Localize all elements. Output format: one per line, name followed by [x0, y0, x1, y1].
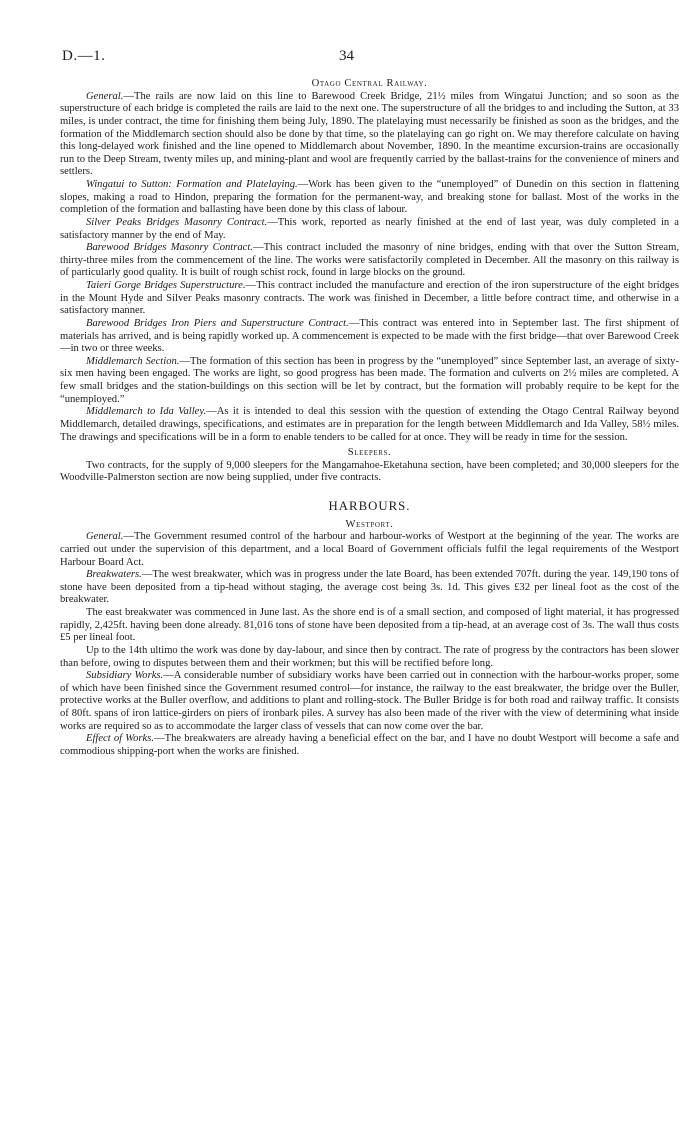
section-heading-westport: Westport.	[345, 518, 394, 530]
paragraph-lead: Barewood Bridges Masonry Contract.	[86, 242, 253, 254]
section-heading-sleepers: Sleepers.	[347, 447, 392, 459]
paragraph-lead: General.	[86, 90, 124, 102]
paragraph-lead: Effect of Works.	[86, 733, 155, 745]
paragraph-text: —The rails are now laid on this line to Barewood Creek Bridge, 21½ miles from Wingatui Junction; and so soon as the superstructure of each bridge is completed the rails are laid to the next one. The superstructure of all the bridges to and including the Sutton, at 33 miles, is under contract, the time for finishing them being July, 1890. The platelaying must necessarily be finished as soon as the bridges, and the formation of the Middlemarch section should also be done by that time, so the platelaying can go right on. We may therefore calculate on having this long-delayed work finished and the line opened to Middlemarch about November, 1890. In the meantime excursion-trains are occasionally run to the Deep Stream, twenty miles up, and mining-plant and wool are frequently carried by the ballast-trains for the convenience of miners and settlers.	[60, 90, 679, 178]
paragraph	[60, 217, 679, 242]
paragraph	[60, 645, 679, 670]
page-number: 34	[339, 48, 354, 64]
paragraph-lead: Barewood Bridges Iron Piers and Superstructure Contract.	[86, 317, 349, 329]
paragraph-text: —The breakwaters are already having a beneficial effect on the bar, and I have no doubt Westport will become a safe and commodious shipping-port when the works are finished.	[60, 733, 679, 757]
paragraph	[60, 569, 679, 607]
paragraph	[60, 318, 679, 356]
paragraph-lead: Wingatui to Sutton: Formation and Platelaying.	[86, 179, 298, 190]
section-heading-otago-central-railway: Otago Central Railway.	[311, 78, 428, 89]
paragraph-lead: Middlemarch to Ida Valley.	[86, 406, 207, 418]
paragraph-text: The east breakwater was commenced in June last. As the shore end is of a small section, and composed of light material, it has progressed rapidly, 2,425ft. having been done already. 81,016 tons of stone have been deposited from a tip-head, at an average cost of 3s. The wall thus costs £5 per lineal foot.	[60, 607, 679, 644]
paragraph	[60, 607, 679, 645]
paragraph-text: —The west breakwater, which was in progress under the late Board, has been extended 707ft. during the year. 149,190 tons of stone have been deposited from a tip-head without staging, the average cost being 3s. 1d. This gives £32 per lineal foot as the cost of the breakwater.	[60, 569, 679, 606]
paragraph-text: Up to the 14th ultimo the work was done by day-labour, and since then by contract. The rate of progress by the contractors has been slower than before, owing to disputes between them and their workmen; but this will be rectified before long.	[60, 644, 679, 669]
paragraph-lead: Silver Peaks Bridges Masonry Contract.	[86, 216, 268, 228]
paragraph-text: Two contracts, for the supply of 9,000 sleepers for the Mangamahoe-Eketahuna section, have been completed; and 30,000 sleepers for the Woodville-Palmerston section are now being supplied, under five contracts.	[60, 459, 679, 484]
paragraph-lead: Taieri Gorge Bridges Superstructure.	[86, 280, 246, 291]
paragraph	[60, 531, 679, 569]
paragraph-text: —Work has been given to the “unemployed” of Dunedin on this section in flattening slopes, making a road to Hindon, preparing the formation for the permanent-way, and breaking stone for ballast. Most of the works in the completion of the formation and ballasting have been done by this class of labour.	[60, 179, 679, 216]
paragraph	[60, 280, 679, 318]
paragraph	[60, 733, 679, 758]
paragraph	[60, 406, 679, 444]
paragraph-text: —The formation of this section has been in progress by the “unemployed” since September last, an average of sixty-six men having been engaged. The works are light, so good progress has been made. The formation and culverts on 2½ miles are completed. A few small bridges and the station-buildings on this section will be let by contract, but the formation will probably require to be kept for the “unemployed.”	[60, 355, 679, 405]
paragraph	[60, 91, 679, 179]
paragraph-text: —The Government resumed control of the harbour and harbour-works of Westport at the beginning of the year. The works are carried out under the supervision of this department, and a local Board of Government officials fulfil the legal requirements of the Westport Harbour Board Act.	[60, 531, 679, 568]
paragraph	[60, 179, 679, 217]
paragraph	[60, 242, 679, 280]
paragraph-text: —This work, reported as nearly finished at the end of last year, was duly completed in a satisfactory manner by the end of May.	[60, 216, 679, 241]
major-heading-harbours: HARBOURS.	[328, 499, 411, 513]
paragraph	[60, 356, 679, 407]
paragraph-lead: Subsidiary Works.	[86, 670, 164, 682]
document-code: D.—1.	[62, 48, 106, 64]
paragraph	[60, 460, 679, 485]
paragraph	[60, 670, 679, 733]
paragraph-lead: Middlemarch Section.	[86, 355, 180, 367]
paragraph-text: —This contract was entered into in September last. The first shipment of materials has arrived, and is being rapidly worked up. A commencement is expected to be made with the first bridge—that over Barewood Creek—in two or three weeks.	[60, 317, 679, 355]
paragraph-text: —This contract included the manufacture and erection of the iron superstructure of the eight bridges in the Mount Hyde and Silver Peaks masonry contracts. The work was finished in December, a little before contract time, and otherwise in a satisfactory manner.	[60, 280, 679, 317]
paragraph-text: —This contract included the masonry of nine bridges, ending with that over the Sutton Stream, thirty-three miles from the commencement of the line. The works were satisfactorily completed in December. All the masonry on this railway is of particularly good quality. It is built of rough schist rock, found in large blocks on the ground.	[60, 242, 679, 279]
paragraph-text: —As it is intended to deal this session with the question of extending the Otago Central Railway beyond Middlemarch, detailed drawings, specifications, and estimates are in preparation for the length between Middlemarch and Ida Valley, 58½ miles. The drawings and specifications will be in a form to enable tenders to be called for at once. They will be ready in time for the session.	[60, 406, 679, 443]
paragraph-lead: General.	[86, 531, 124, 543]
paragraph-text: —A considerable number of subsidiary works have been carried out in connection with the harbour-works proper, some of which have been finished since the Government resumed control—for instance, the railway to the east breakwater, the bridge over the Buller, protective works at the Buller overflow, and additions to plant and rolling-stock. The Buller Bridge is for both road and railway traffic. It consists of 80ft. spans of iron lattice-girders on piers of ironbark piles. A survey has also been made of the river with the view of determining what inside works are required so as to accommodate the larger class of vessels that can now come over the bar.	[60, 670, 679, 732]
paragraph-lead: Breakwaters.	[86, 569, 142, 581]
page-body	[60, 78, 679, 759]
